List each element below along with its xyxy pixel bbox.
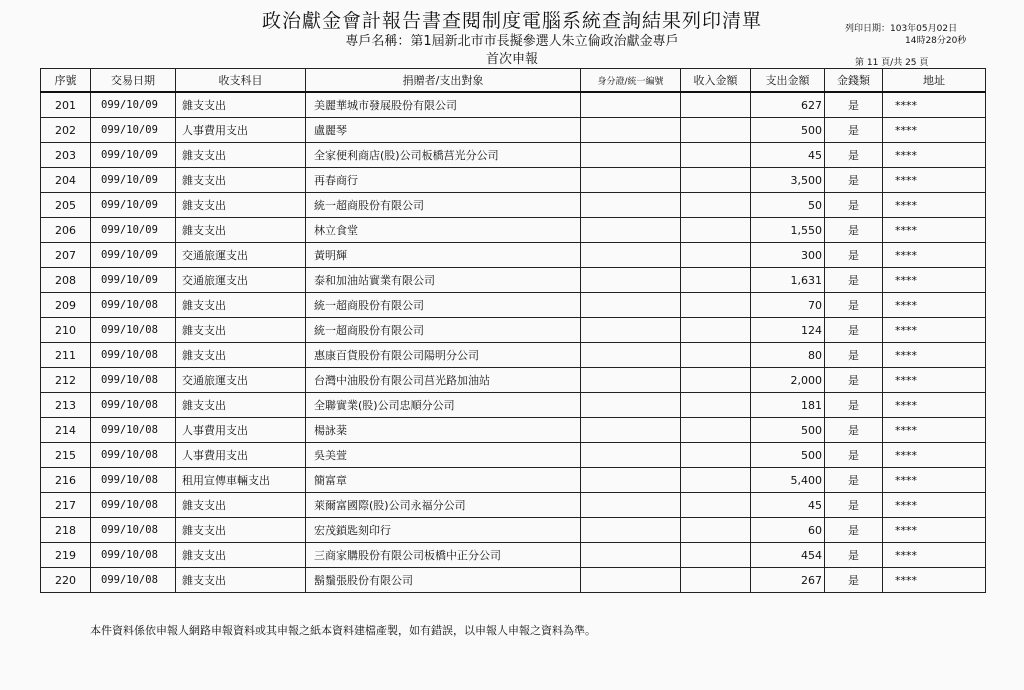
cell-party: 全聯實業(股)公司忠順分公司 [306, 393, 581, 418]
cell-address: **** [883, 243, 986, 268]
ledger-body [41, 92, 986, 593]
cell-date: 099/10/09 [91, 143, 176, 168]
cell-income [681, 368, 751, 393]
cell-id [581, 318, 681, 343]
cell-id [581, 143, 681, 168]
cell-id [581, 243, 681, 268]
cell-seq: 201 [41, 92, 91, 118]
cell-id [581, 92, 681, 118]
cell-id [581, 193, 681, 218]
account-name: 專戶名稱：第1屆新北市市長擬參選人朱立倫政治獻金專戶 [345, 34, 679, 49]
cell-income [681, 193, 751, 218]
table-row [41, 468, 986, 493]
report-title: 政治獻金會計報告書查閱制度電腦系統查詢結果列印清單 [261, 10, 762, 32]
cell-seq: 213 [41, 393, 91, 418]
cell-address: **** [883, 418, 986, 443]
cell-id [581, 543, 681, 568]
cell-category: 人事費用支出 [176, 443, 306, 468]
cell-address: **** [883, 193, 986, 218]
cell-address: **** [883, 118, 986, 143]
cell-income [681, 293, 751, 318]
cell-date: 099/10/08 [91, 293, 176, 318]
cell-cash: 是 [825, 343, 883, 368]
table-row [41, 318, 986, 343]
cell-address: **** [883, 343, 986, 368]
cell-address: **** [883, 293, 986, 318]
cell-id [581, 518, 681, 543]
cell-category: 租用宣傳車輛支出 [176, 468, 306, 493]
cell-expense: 500 [751, 118, 825, 143]
table-row [41, 543, 986, 568]
cell-id [581, 343, 681, 368]
cell-cash: 是 [825, 118, 883, 143]
cell-income [681, 518, 751, 543]
cell-id [581, 443, 681, 468]
cell-seq: 215 [41, 443, 91, 468]
cell-income [681, 268, 751, 293]
cell-category: 雜支支出 [176, 318, 306, 343]
cell-seq: 214 [41, 418, 91, 443]
cell-id [581, 168, 681, 193]
table-row [41, 518, 986, 543]
cell-cash: 是 [825, 568, 883, 593]
footnote: 本件資料係依申報人網路申報資料或其申報之紙本資料建檔產製，如有錯誤，以申報人申報之資料為準。 [90, 624, 596, 637]
cell-seq: 220 [41, 568, 91, 593]
cell-category: 雜支支出 [176, 143, 306, 168]
cell-seq: 216 [41, 468, 91, 493]
cell-seq: 208 [41, 268, 91, 293]
cell-address: **** [883, 168, 986, 193]
cell-address: **** [883, 568, 986, 593]
cell-income [681, 468, 751, 493]
col-header-address: 地址 [883, 69, 986, 93]
cell-cash: 是 [825, 293, 883, 318]
cell-date: 099/10/09 [91, 92, 176, 118]
cell-seq: 206 [41, 218, 91, 243]
cell-date: 099/10/09 [91, 193, 176, 218]
cell-income [681, 543, 751, 568]
cell-expense: 2,000 [751, 368, 825, 393]
cell-expense: 454 [751, 543, 825, 568]
cell-date: 099/10/08 [91, 568, 176, 593]
cell-expense: 1,631 [751, 268, 825, 293]
print-date: 列印日期：103年05月02日 [845, 24, 958, 34]
cell-seq: 211 [41, 343, 91, 368]
cell-party: 盧麗琴 [306, 118, 581, 143]
col-header-expense: 支出金額 [751, 69, 825, 93]
cell-address: **** [883, 518, 986, 543]
cell-date: 099/10/08 [91, 318, 176, 343]
cell-date: 099/10/08 [91, 443, 176, 468]
cell-address: **** [883, 493, 986, 518]
cell-date: 099/10/09 [91, 243, 176, 268]
table-row [41, 568, 986, 593]
cell-category: 交通旅運支出 [176, 368, 306, 393]
cell-category: 人事費用支出 [176, 118, 306, 143]
cell-expense: 124 [751, 318, 825, 343]
cell-expense: 627 [751, 92, 825, 118]
cell-date: 099/10/08 [91, 493, 176, 518]
cell-expense: 267 [751, 568, 825, 593]
cell-expense: 3,500 [751, 168, 825, 193]
cell-id [581, 368, 681, 393]
cell-expense: 60 [751, 518, 825, 543]
table-row [41, 243, 986, 268]
report-type: 首次申報 [485, 52, 538, 67]
cell-seq: 219 [41, 543, 91, 568]
cell-address: **** [883, 468, 986, 493]
cell-category: 雜支支出 [176, 543, 306, 568]
table-row [41, 368, 986, 393]
cell-expense: 181 [751, 393, 825, 418]
table-row [41, 268, 986, 293]
cell-expense: 80 [751, 343, 825, 368]
cell-id [581, 268, 681, 293]
cell-income [681, 418, 751, 443]
cell-party: 簡富章 [306, 468, 581, 493]
cell-expense: 1,550 [751, 218, 825, 243]
cell-id [581, 393, 681, 418]
cell-category: 雜支支出 [176, 393, 306, 418]
cell-date: 099/10/09 [91, 118, 176, 143]
cell-category: 雜支支出 [176, 343, 306, 368]
page-indicator: 第 11 頁/共 25 頁 [855, 58, 929, 68]
cell-category: 雜支支出 [176, 218, 306, 243]
ledger-table [40, 68, 986, 593]
cell-cash: 是 [825, 143, 883, 168]
table-row [41, 92, 986, 118]
cell-party: 統一超商股份有限公司 [306, 293, 581, 318]
cell-date: 099/10/08 [91, 368, 176, 393]
cell-party: 泰和加油站實業有限公司 [306, 268, 581, 293]
cell-id [581, 468, 681, 493]
cell-cash: 是 [825, 92, 883, 118]
cell-date: 099/10/08 [91, 518, 176, 543]
cell-cash: 是 [825, 518, 883, 543]
table-header-row [41, 69, 986, 93]
cell-category: 雜支支出 [176, 168, 306, 193]
cell-category: 雜支支出 [176, 568, 306, 593]
cell-income [681, 218, 751, 243]
cell-seq: 207 [41, 243, 91, 268]
cell-seq: 205 [41, 193, 91, 218]
cell-id [581, 418, 681, 443]
cell-party: 全家便利商店(股)公司板橋莒光分公司 [306, 143, 581, 168]
cell-party: 惠康百貨股份有限公司陽明分公司 [306, 343, 581, 368]
table-row [41, 143, 986, 168]
table-row [41, 293, 986, 318]
cell-date: 099/10/08 [91, 343, 176, 368]
col-header-category: 收支科目 [176, 69, 306, 93]
cell-party: 統一超商股份有限公司 [306, 318, 581, 343]
cell-category: 交通旅運支出 [176, 243, 306, 268]
cell-income [681, 318, 751, 343]
cell-category: 雜支支出 [176, 293, 306, 318]
cell-expense: 50 [751, 193, 825, 218]
cell-party: 吳美萱 [306, 443, 581, 468]
cell-income [681, 243, 751, 268]
cell-id [581, 293, 681, 318]
table-row [41, 443, 986, 468]
cell-party: 鬍鬚張股份有限公司 [306, 568, 581, 593]
cell-party: 統一超商股份有限公司 [306, 193, 581, 218]
cell-address: **** [883, 443, 986, 468]
table-row [41, 193, 986, 218]
cell-cash: 是 [825, 443, 883, 468]
cell-party: 再春商行 [306, 168, 581, 193]
cell-category: 雜支支出 [176, 518, 306, 543]
cell-date: 099/10/08 [91, 468, 176, 493]
cell-cash: 是 [825, 493, 883, 518]
cell-seq: 202 [41, 118, 91, 143]
cell-address: **** [883, 318, 986, 343]
cell-cash: 是 [825, 393, 883, 418]
cell-party: 宏茂鎖匙刻印行 [306, 518, 581, 543]
cell-category: 雜支支出 [176, 493, 306, 518]
cell-date: 099/10/08 [91, 393, 176, 418]
cell-cash: 是 [825, 318, 883, 343]
cell-expense: 45 [751, 143, 825, 168]
cell-id [581, 493, 681, 518]
cell-income [681, 568, 751, 593]
print-time: 14時28分20秒 [905, 36, 967, 46]
cell-address: **** [883, 368, 986, 393]
cell-cash: 是 [825, 418, 883, 443]
cell-party: 美麗華城市發展股份有限公司 [306, 92, 581, 118]
cell-expense: 500 [751, 443, 825, 468]
cell-income [681, 118, 751, 143]
col-header-party: 捐贈者/支出對象 [306, 69, 581, 93]
cell-party: 楊詠棻 [306, 418, 581, 443]
table-row [41, 418, 986, 443]
cell-address: **** [883, 543, 986, 568]
cell-expense: 45 [751, 493, 825, 518]
cell-income [681, 393, 751, 418]
cell-seq: 217 [41, 493, 91, 518]
cell-income [681, 343, 751, 368]
cell-seq: 203 [41, 143, 91, 168]
cell-category: 交通旅運支出 [176, 268, 306, 293]
cell-party: 林立食堂 [306, 218, 581, 243]
cell-expense: 500 [751, 418, 825, 443]
table-row [41, 493, 986, 518]
cell-party: 台灣中油股份有限公司莒光路加油站 [306, 368, 581, 393]
cell-seq: 212 [41, 368, 91, 393]
col-header-income: 收入金額 [681, 69, 751, 93]
cell-cash: 是 [825, 218, 883, 243]
cell-income [681, 493, 751, 518]
print-info [845, 23, 966, 47]
cell-category: 雜支支出 [176, 193, 306, 218]
cell-id [581, 218, 681, 243]
cell-category: 人事費用支出 [176, 418, 306, 443]
cell-cash: 是 [825, 193, 883, 218]
cell-party: 萊爾富國際(股)公司永福分公司 [306, 493, 581, 518]
cell-cash: 是 [825, 543, 883, 568]
cell-income [681, 443, 751, 468]
table-row [41, 393, 986, 418]
cell-expense: 5,400 [751, 468, 825, 493]
col-header-cash: 金錢類 [825, 69, 883, 93]
cell-cash: 是 [825, 268, 883, 293]
cell-cash: 是 [825, 168, 883, 193]
cell-cash: 是 [825, 243, 883, 268]
cell-seq: 204 [41, 168, 91, 193]
cell-address: **** [883, 143, 986, 168]
cell-seq: 218 [41, 518, 91, 543]
cell-id [581, 118, 681, 143]
cell-seq: 209 [41, 293, 91, 318]
cell-category: 雜支支出 [176, 92, 306, 118]
table-row [41, 168, 986, 193]
table-row [41, 218, 986, 243]
cell-date: 099/10/09 [91, 218, 176, 243]
cell-cash: 是 [825, 468, 883, 493]
cell-income [681, 168, 751, 193]
col-header-date: 交易日期 [91, 69, 176, 93]
cell-income [681, 143, 751, 168]
cell-address: **** [883, 268, 986, 293]
cell-date: 099/10/09 [91, 268, 176, 293]
cell-party: 三商家購股份有限公司板橋中正分公司 [306, 543, 581, 568]
cell-party: 黃明輝 [306, 243, 581, 268]
cell-date: 099/10/08 [91, 418, 176, 443]
cell-date: 099/10/09 [91, 168, 176, 193]
cell-address: **** [883, 92, 986, 118]
cell-expense: 300 [751, 243, 825, 268]
cell-cash: 是 [825, 368, 883, 393]
cell-id [581, 568, 681, 593]
cell-income [681, 92, 751, 118]
table-row [41, 118, 986, 143]
cell-seq: 210 [41, 318, 91, 343]
col-header-seq: 序號 [41, 69, 91, 93]
cell-address: **** [883, 218, 986, 243]
cell-expense: 70 [751, 293, 825, 318]
cell-date: 099/10/08 [91, 543, 176, 568]
cell-address: **** [883, 393, 986, 418]
col-header-id: 身分證/統一編號 [581, 69, 681, 93]
table-row [41, 343, 986, 368]
